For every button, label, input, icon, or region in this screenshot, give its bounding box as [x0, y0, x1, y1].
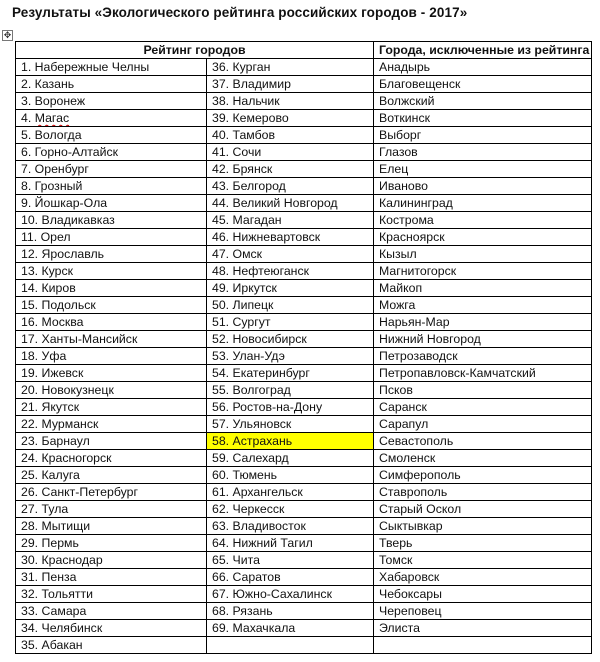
rank-cell-left: 16. Москва — [16, 314, 207, 331]
excluded-city-cell: Хабаровск — [374, 569, 592, 586]
excluded-city-cell: Элиста — [374, 620, 592, 637]
excluded-city-cell: Севастополь — [374, 433, 592, 450]
table-row — [16, 382, 592, 399]
table-row — [16, 161, 592, 178]
rank-cell-highlighted: 58. Астрахань — [207, 433, 374, 450]
table-row — [16, 365, 592, 382]
rank-cell-middle: 44. Великий Новгород — [207, 195, 374, 212]
excluded-city-cell: Можга — [374, 297, 592, 314]
rank-cell-middle: 47. Омск — [207, 246, 374, 263]
rank-cell-left: 34. Челябинск — [16, 620, 207, 637]
table-body — [16, 59, 592, 654]
table-row — [16, 280, 592, 297]
table-row — [16, 110, 592, 127]
empty-cell — [207, 637, 374, 654]
rank-cell-left: 35. Абакан — [16, 637, 207, 654]
rank-cell-middle: 39. Кемерово — [207, 110, 374, 127]
excluded-city-cell: Петрозаводск — [374, 348, 592, 365]
rank-cell-left: 29. Пермь — [16, 535, 207, 552]
excluded-city-cell: Симферополь — [374, 467, 592, 484]
rank-cell-left: 13. Курск — [16, 263, 207, 280]
excluded-city-cell: Нижний Новгород — [374, 331, 592, 348]
excluded-city-cell: Тверь — [374, 535, 592, 552]
rank-cell-middle: 62. Черкесск — [207, 501, 374, 518]
rank-cell-middle: 59. Салехард — [207, 450, 374, 467]
rank-cell-middle: 69. Махачкала — [207, 620, 374, 637]
excluded-city-cell: Сыктывкар — [374, 518, 592, 535]
table-row — [16, 501, 592, 518]
header-rating: Рейтинг городов — [16, 42, 374, 59]
excluded-city-cell: Сарапул — [374, 416, 592, 433]
rank-cell-middle: 54. Екатеринбург — [207, 365, 374, 382]
rank-cell-left: 25. Калуга — [16, 467, 207, 484]
document-title: Результаты «Экологического рейтинга российских городов - 2017» — [12, 5, 468, 20]
rank-cell-left: 3. Воронеж — [16, 93, 207, 110]
rank-cell-middle: 64. Нижний Тагил — [207, 535, 374, 552]
table-row — [16, 246, 592, 263]
rank-cell-left: 18. Уфа — [16, 348, 207, 365]
rank-cell-left: 9. Йошкар-Ола — [16, 195, 207, 212]
table-row — [16, 178, 592, 195]
rank-cell-middle: 46. Нижневартовск — [207, 229, 374, 246]
excluded-city-cell: Красноярск — [374, 229, 592, 246]
table-row — [16, 59, 592, 76]
rank-cell-left: 15. Подольск — [16, 297, 207, 314]
excluded-city-cell: Петропавловск-Камчатский — [374, 365, 592, 382]
rank-cell-middle: 67. Южно-Сахалинск — [207, 586, 374, 603]
rank-cell-middle: 52. Новосибирск — [207, 331, 374, 348]
rank-cell-middle: 45. Магадан — [207, 212, 374, 229]
table-row — [16, 348, 592, 365]
table-row — [16, 484, 592, 501]
table-row — [16, 399, 592, 416]
rank-cell-left: 20. Новокузнецк — [16, 382, 207, 399]
rank-cell-middle: 56. Ростов-на-Дону — [207, 399, 374, 416]
rank-cell-left: 1. Набережные Челны — [16, 59, 207, 76]
excluded-city-cell: Выборг — [374, 127, 592, 144]
table-row — [16, 195, 592, 212]
rank-cell-middle: 48. Нефтеюганск — [207, 263, 374, 280]
excluded-city-cell: Волжский — [374, 93, 592, 110]
rank-cell-left: 27. Тула — [16, 501, 207, 518]
rank-cell-middle: 37. Владимир — [207, 76, 374, 93]
rank-cell-left: 6. Горно-Алтайск — [16, 144, 207, 161]
rank-cell-middle: 43. Белгород — [207, 178, 374, 195]
rank-cell-middle: 65. Чита — [207, 552, 374, 569]
rank-cell-left: 22. Мурманск — [16, 416, 207, 433]
excluded-city-cell: Благовещенск — [374, 76, 592, 93]
empty-cell — [374, 637, 592, 654]
table-row — [16, 297, 592, 314]
rank-cell-middle: 38. Нальчик — [207, 93, 374, 110]
table-row — [16, 450, 592, 467]
rank-cell-middle: 57. Ульяновск — [207, 416, 374, 433]
rank-cell-middle: 49. Иркутск — [207, 280, 374, 297]
rank-cell-left: 8. Грозный — [16, 178, 207, 195]
rank-cell-left: 17. Ханты-Мансийск — [16, 331, 207, 348]
excluded-city-cell: Елец — [374, 161, 592, 178]
rank-cell-middle: 50. Липецк — [207, 297, 374, 314]
excluded-city-cell: Саранск — [374, 399, 592, 416]
excluded-city-cell: Воткинск — [374, 110, 592, 127]
table-row — [16, 229, 592, 246]
rank-cell-middle: 41. Сочи — [207, 144, 374, 161]
rank-cell-middle: 51. Сургут — [207, 314, 374, 331]
table-row — [16, 212, 592, 229]
table-row — [16, 416, 592, 433]
table-row — [16, 535, 592, 552]
rank-cell-middle: 55. Волгоград — [207, 382, 374, 399]
table-row — [16, 76, 592, 93]
table-row — [16, 127, 592, 144]
table-row — [16, 620, 592, 637]
table-row — [16, 569, 592, 586]
excluded-city-cell: Кызыл — [374, 246, 592, 263]
rank-cell-middle: 40. Тамбов — [207, 127, 374, 144]
rank-cell-middle: 61. Архангельск — [207, 484, 374, 501]
excluded-city-cell: Старый Оскол — [374, 501, 592, 518]
rank-cell-middle: 42. Брянск — [207, 161, 374, 178]
table-row — [16, 603, 592, 620]
table-row — [16, 433, 592, 450]
rank-cell-left: 30. Краснодар — [16, 552, 207, 569]
rank-cell-left: 26. Санкт-Петербург — [16, 484, 207, 501]
table-move-handle-icon[interactable]: ✥ — [3, 30, 12, 40]
excluded-city-cell: Иваново — [374, 178, 592, 195]
rank-cell-left: 31. Пенза — [16, 569, 207, 586]
table-row — [16, 586, 592, 603]
rank-cell-middle: 60. Тюмень — [207, 467, 374, 484]
rank-cell-left: 2. Казань — [16, 76, 207, 93]
excluded-city-cell: Анадырь — [374, 59, 592, 76]
rank-cell-left: 28. Мытищи — [16, 518, 207, 535]
excluded-city-cell: Майкоп — [374, 280, 592, 297]
excluded-city-cell: Нарьян-Мар — [374, 314, 592, 331]
rank-cell-middle: 66. Саратов — [207, 569, 374, 586]
rank-cell-left: 33. Самара — [16, 603, 207, 620]
rank-cell-left: 12. Ярославль — [16, 246, 207, 263]
excluded-city-cell: Глазов — [374, 144, 592, 161]
rank-cell-middle: 36. Курган — [207, 59, 374, 76]
rank-cell-left: 32. Тольятти — [16, 586, 207, 603]
excluded-city-cell: Кострома — [374, 212, 592, 229]
rank-cell-left: 21. Якутск — [16, 399, 207, 416]
table-row — [16, 518, 592, 535]
rank-cell-left: 19. Ижевск — [16, 365, 207, 382]
rating-table — [15, 41, 592, 654]
rank-cell-left: 24. Красногорск — [16, 450, 207, 467]
header-excluded: Города, исключенные из рейтинга — [374, 42, 592, 59]
rank-cell-left: 7. Оренбург — [16, 161, 207, 178]
rank-cell-left: 10. Владикавказ — [16, 212, 207, 229]
table-row — [16, 467, 592, 484]
excluded-city-cell: Череповец — [374, 603, 592, 620]
rank-cell-left: 23. Барнаул — [16, 433, 207, 450]
rank-cell-left: 4. Магас — [16, 110, 207, 127]
table-row — [16, 331, 592, 348]
table-row — [16, 144, 592, 161]
excluded-city-cell: Чебоксары — [374, 586, 592, 603]
table-header-row — [16, 42, 592, 59]
rank-cell-middle: 63. Владивосток — [207, 518, 374, 535]
excluded-city-cell: Ставрополь — [374, 484, 592, 501]
table-row — [16, 552, 592, 569]
excluded-city-cell: Калининград — [374, 195, 592, 212]
table-row — [16, 93, 592, 110]
excluded-city-cell: Магнитогорск — [374, 263, 592, 280]
excluded-city-cell: Томск — [374, 552, 592, 569]
rank-cell-middle: 68. Рязань — [207, 603, 374, 620]
excluded-city-cell: Псков — [374, 382, 592, 399]
table-row — [16, 263, 592, 280]
rank-cell-middle: 53. Улан-Удэ — [207, 348, 374, 365]
rank-cell-left: 14. Киров — [16, 280, 207, 297]
excluded-city-cell: Смоленск — [374, 450, 592, 467]
rank-cell-left: 11. Орел — [16, 229, 207, 246]
table-row — [16, 637, 592, 654]
rank-cell-left: 5. Вологда — [16, 127, 207, 144]
table-row — [16, 314, 592, 331]
